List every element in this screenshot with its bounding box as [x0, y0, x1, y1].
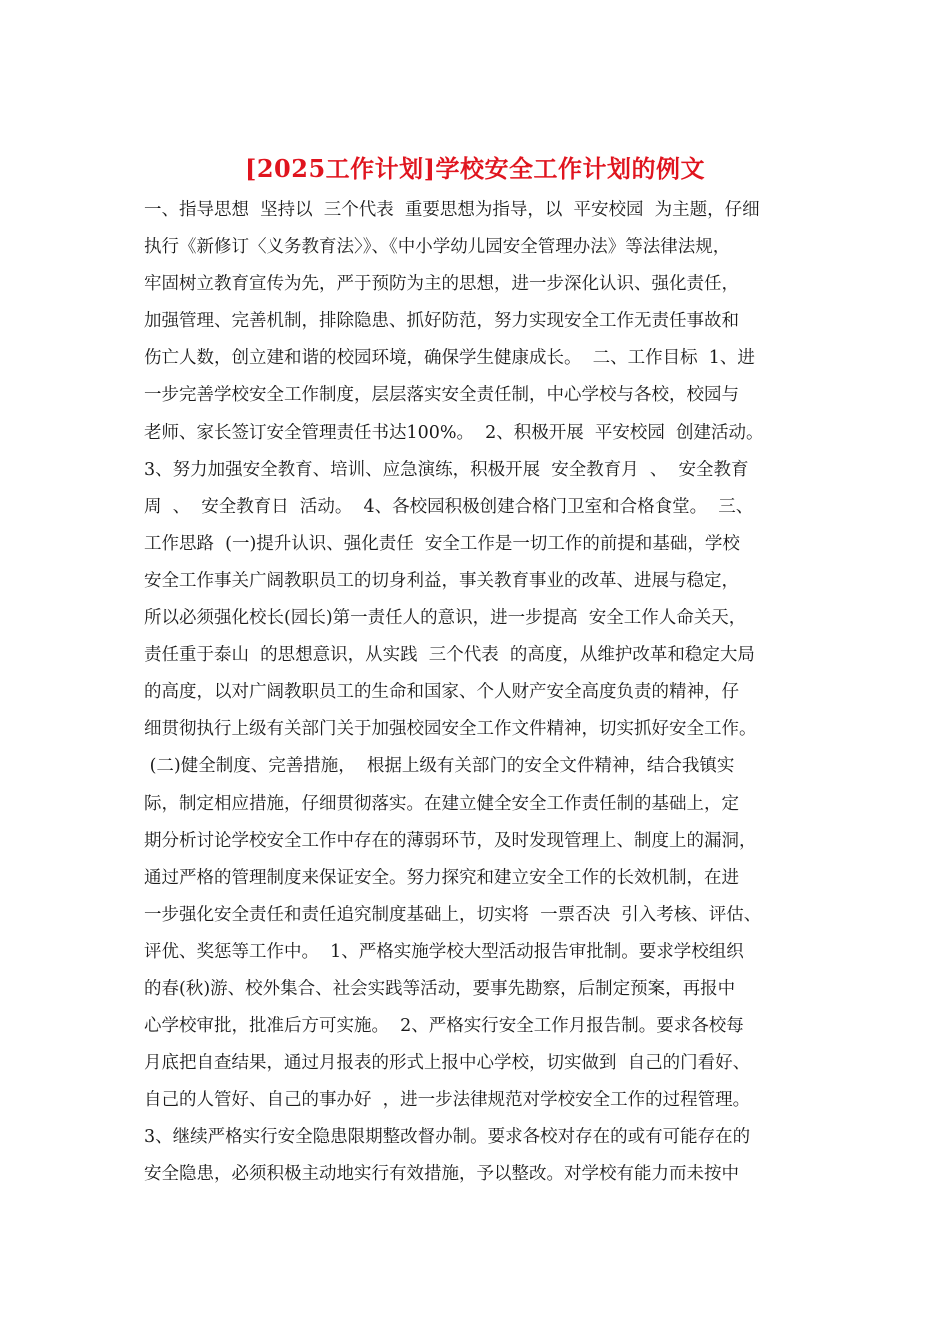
- body-line: 的春(秋)游、校外集合、社会实践等活动，要事先勘察，后制定预案，再报中: [144, 978, 736, 999]
- body-line: 月底把自查结果，通过月报表的形式上报中心学校，切实做到 自己的门看好、: [144, 1053, 751, 1074]
- body-line: 通过严格的管理制度来保证安全。努力探究和建立安全工作的长效机制，在进: [144, 867, 739, 888]
- body-line: 评优、奖惩等工作中。 1、严格实施学校大型活动报告审批制。要求学校组织: [144, 941, 744, 962]
- body-line: (二)健全制度、完善措施， 根据上级有关部门的安全文件精神，结合我镇实: [144, 756, 735, 777]
- body-line: 执行《新修订〈义务教育法〉》、《中小学幼儿园安全管理办法》等法律法规，: [144, 237, 731, 258]
- body-line: 一步完善学校安全工作制度，层层落实安全责任制，中心学校与各校，校园与: [144, 385, 739, 406]
- body-line: 际，制定相应措施，仔细贯彻落实。在建立健全安全工作责任制的基础上，定: [144, 793, 739, 814]
- body-line: 安全隐患，必须积极主动地实行有效措施，予以整改。对学校有能力而未按中: [144, 1164, 739, 1185]
- body-line: 的高度，以对广阔教职员工的生命和国家、个人财产安全高度负责的精神，仔: [144, 682, 739, 703]
- body-line: 所以必须强化校长(园长)第一责任人的意识，进一步提高 安全工作人命关天，: [144, 608, 747, 629]
- body-line: 3、努力加强安全教育、培训、应急演练，积极开展 安全教育月 、 安全教育: [144, 459, 749, 480]
- document-body: [144, 192, 806, 1194]
- body-line: 老师、家长签订安全管理责任书达100%。 2、积极开展 平安校园 创建活动。: [144, 422, 764, 443]
- body-line: 安全工作事关广阔教职员工的切身利益，事关教育事业的改革、进展与稳定，: [144, 570, 739, 591]
- body-line: 心学校审批，批准后方可实施。 2、严格实行安全工作月报告制。要求各校每: [144, 1016, 744, 1037]
- document-title: [2025工作计划]学校安全工作计划的例文: [244, 154, 705, 183]
- body-line: 牢固树立教育宣传为先，严于预防为主的思想，进一步深化认识、强化责任，: [144, 274, 739, 295]
- body-line: 细贯彻执行上级有关部门关于加强校园安全工作文件精神，切实抓好安全工作。: [144, 719, 757, 740]
- body-line: 自己的人管好、自己的事办好 ，进一步法律规范对学校安全工作的过程管理。: [144, 1090, 751, 1111]
- body-line: 加强管理、完善机制，排除隐患、抓好防范，努力实现安全工作无责任事故和: [144, 311, 739, 332]
- body-line: 工作思路 (一)提升认识、强化责任 安全工作是一切工作的前提和基础，学校: [144, 533, 740, 554]
- body-line: 3、继续严格实行安全隐患限期整改督办制。要求各校对存在的或有可能存在的: [144, 1127, 751, 1148]
- body-line: 周 、 安全教育日 活动。 4、各校园积极创建合格门卫室和合格食堂。 三、: [144, 496, 754, 517]
- body-line: 责任重于泰山 的思想意识，从实践 三个代表 的高度，从维护改革和稳定大局: [144, 645, 755, 666]
- body-line: 期分析讨论学校安全工作中存在的薄弱环节，及时发现管理上、制度上的漏洞，: [144, 830, 757, 851]
- body-line: 伤亡人数，创立建和谐的校园环境，确保学生健康成长。 二、工作目标 1、进: [144, 348, 755, 369]
- body-line: 一步强化安全责任和责任追究制度基础上，切实将 一票否决 引入考核、评估、: [144, 904, 762, 925]
- body-line: 一、指导思想 坚持以 三个代表 重要思想为指导，以 平安校园 为主题，仔细: [144, 200, 760, 220]
